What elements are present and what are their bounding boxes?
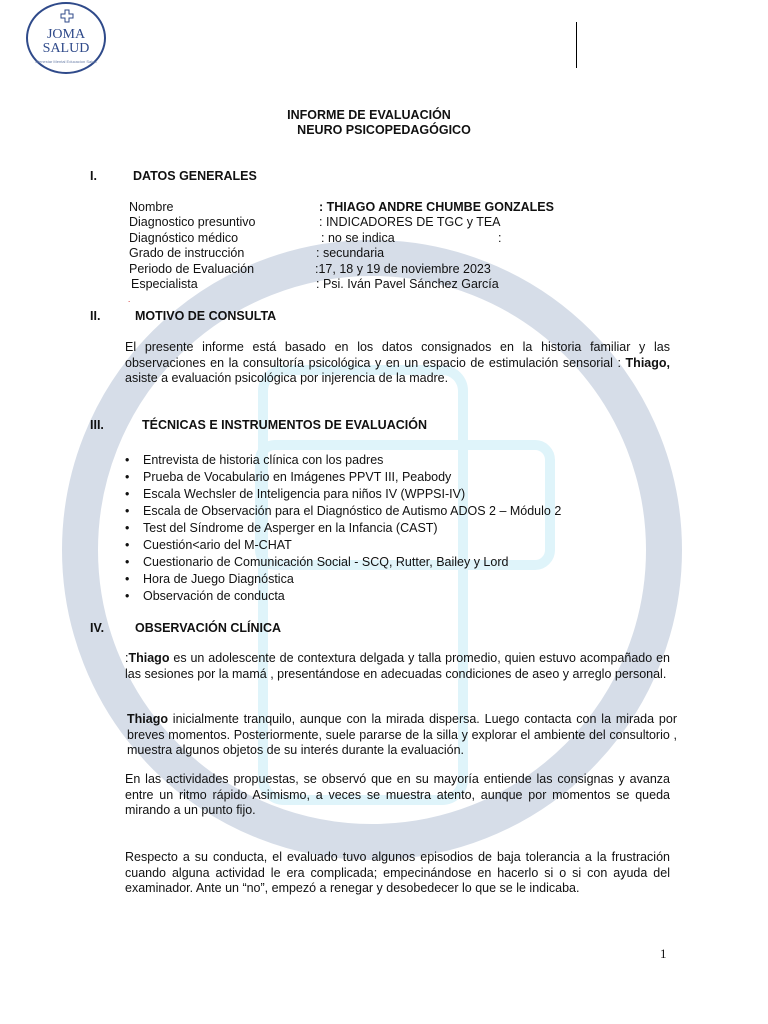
field-value-nombre: : THIAGO ANDRE CHUMBE GONZALES — [319, 200, 554, 214]
field-label-diagnostico-presuntivo: Diagnostico presuntivo — [129, 215, 256, 229]
report-title-line1: INFORME DE EVALUACIÓN — [287, 108, 451, 122]
field-label-diagnostico-medico: Diagnóstico médico — [129, 231, 239, 245]
cross-icon — [60, 9, 74, 23]
list-item: • Escala de Observación para el Diagnóstico de Autismo ADOS 2 – Módulo 2 — [125, 504, 562, 518]
section1-number: I. — [90, 169, 97, 183]
observacion-paragraph-2: Thiago inicialmente tranquilo, aunque con la mirada dispersa. Luego contacta con la mirada por breves momentos. Posteriormente, suele pararse de la silla y explorar el ambiente del consultorio , muestra algunos objetos de su interés durante la evaluación. — [127, 712, 677, 757]
logo-text-line1: JOMA — [46, 27, 86, 42]
section3-number: III. — [90, 418, 104, 432]
header-divider — [576, 22, 577, 68]
stray-mark: . — [128, 295, 131, 304]
section4-heading: OBSERVACIÓN CLÍNICA — [135, 621, 282, 635]
field-label-periodo: Periodo de Evaluación — [129, 262, 255, 276]
list-item: • Hora de Juego Diagnóstica — [125, 572, 294, 586]
joma-salud-logo — [26, 2, 106, 74]
logo-tagline: Bienestar Mental Educacion Salud — [35, 59, 97, 64]
field-label-nombre: Nombre — [129, 200, 174, 214]
field-value-periodo: :17, 18 y 19 de noviembre 2023 — [315, 262, 491, 276]
field-label-especialista: Especialista — [131, 277, 198, 291]
instruments-list — [125, 452, 561, 605]
logo-text-line2: SALUD — [42, 41, 90, 56]
list-item: • Prueba de Vocabulario en Imágenes PPVT III, Peabody — [125, 470, 452, 484]
field-value-diagnostico-medico: : no se indica — [321, 231, 395, 245]
observacion-paragraph-3: En las actividades propuestas, se observó que en su mayoría entiende las consignas y avanza entre un ritmo rápido Asimismo, a veces se muestra atento, aunque por momentos se queda mirando a un punto fijo. — [125, 772, 670, 817]
list-item: • Cuestionario de Comunicación Social - SCQ, Rutter, Bailey y Lord — [125, 555, 509, 569]
list-item: • Cuestión<ario del M-CHAT — [125, 538, 292, 552]
observacion-paragraph-1: :Thiago es un adolescente de contextura delgada y talla promedio, quien estuvo acompañado en las sesiones por la mamá , presentándose en adecuadas condiciones de aseo y arreglo personal. — [125, 651, 670, 681]
field-value-diagnostico-presuntivo: : INDICADORES DE TGC y TEA — [319, 215, 501, 229]
field-value-especialista: : Psi. Iván Pavel Sánchez García — [316, 277, 499, 291]
section2-heading: MOTIVO DE CONSULTA — [135, 309, 277, 323]
motivo-paragraph: El presente informe está basado en los datos consignados en la historia familiar y las observaciones en la consultoría psicológica y en un espacio de estimulación sensorial : Thiago, asiste a evaluación psicológica por injerencia de la madre. — [125, 340, 670, 385]
field-value-grado: : secundaria — [316, 246, 385, 260]
field-extra-colon: : — [498, 231, 502, 245]
section2-number: II. — [90, 309, 101, 323]
observacion-paragraph-4: Respecto a su conducta, el evaluado tuvo algunos episodios de baja tolerancia a la frustración cuando alguna actividad le era complicada; empecinándose en hacerlo si o si con ayuda del examinador. Ante un “no”, empezó a renegar y desobedecer lo que se le indicaba. — [125, 850, 670, 895]
list-item: • Entrevista de historia clínica con los padres — [125, 453, 384, 467]
section1-heading: DATOS GENERALES — [133, 169, 257, 183]
page-number: 1 — [660, 946, 667, 961]
list-item: • Observación de conducta — [125, 589, 285, 603]
list-item: • Test del Síndrome de Asperger en la Infancia (CAST) — [125, 521, 438, 535]
list-item: • Escala Wechsler de Inteligencia para niños IV (WPPSI-IV) — [125, 487, 466, 501]
section4-number: IV. — [90, 621, 105, 635]
field-label-grado: Grado de instrucción — [129, 246, 245, 260]
section3-heading: TÉCNICAS E INSTRUMENTOS DE EVALUACIÓN — [142, 418, 427, 432]
report-title-line2: NEURO PSICOPEDAGÓGICO — [297, 123, 471, 137]
